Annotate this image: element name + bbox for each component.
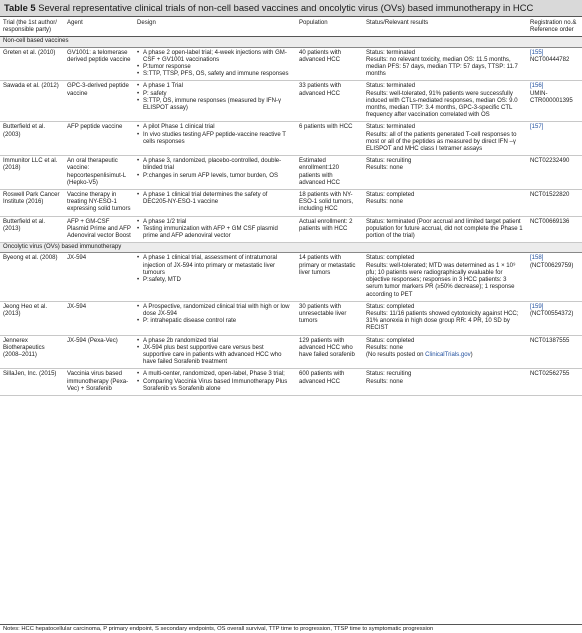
section-title: Oncolytic virus (OVs) based immunotherapy (0, 243, 582, 253)
results-text: Results: none (366, 344, 403, 351)
results-text: Results: no relevant toxicity, median OS: 11.5 months, median PFS: 57 days, median TTP: 57 days, TTSP: 11.7 months (366, 56, 518, 78)
registration-cell (527, 216, 582, 243)
design-list (137, 124, 293, 146)
design-item: • A phase 1 clinical trial determines the safety of DEC205-NY-ESO-1 vaccine (137, 192, 293, 206)
clinical-trials-table (0, 16, 582, 396)
trial-cell: Immunitor LLC et al. (2018) (0, 156, 64, 190)
table-footnote: Notes: HCC hepatocellular carcinoma, P primary endpoint, S secondary endpoints, OS overall survival, TTP time to progression, TTSP time to symptomatic progression (0, 624, 582, 633)
registration-cell (527, 122, 582, 156)
registration-number: (NCT00629759) (530, 262, 574, 269)
column-header-trial: Trial (the 1st author/ responsible party) (0, 17, 64, 37)
design-cell (134, 301, 296, 335)
table-row (0, 335, 582, 369)
status-cell (363, 369, 527, 396)
reference-link[interactable]: [156] (530, 83, 544, 90)
registration-cell (527, 369, 582, 396)
design-item: • A phase 1/2 trial (137, 219, 293, 226)
status-text: Status: terminated (Poor accrual and limited target patient population for future accrual, did not complete the Phase 1 portion of the trial) (366, 218, 523, 240)
trial-cell: Byeong et al. (2008) (0, 253, 64, 301)
design-item: • A Prospective, randomized clinical trial with high or low dose JX-594 (137, 304, 293, 318)
registration-cell (527, 81, 582, 122)
reference-link[interactable]: [157] (530, 124, 544, 131)
population-cell: 33 patients with advanced HCC (296, 81, 363, 122)
registration-number: NCT00444782 (530, 56, 570, 63)
status-cell (363, 216, 527, 243)
design-cell (134, 156, 296, 190)
registration-cell (527, 156, 582, 190)
registration-number: NCT02232490 (530, 158, 570, 165)
status-text: Status: completed (366, 255, 415, 262)
results-text: Results: all of the patients generated T-cell responses to most or all of the peptides as measured by direct IFN –γ ELISPOT and MHC class I tetramer assays (366, 131, 517, 153)
population-cell: 18 patients with NY-ESO-1 solid tumors, including HCC (296, 190, 363, 217)
design-list (137, 192, 293, 206)
agent-cell: AFP peptide vaccine (64, 122, 134, 156)
status-text: Status: completed (366, 337, 415, 344)
design-list (137, 158, 293, 180)
registration-number: NCT01522820 (530, 192, 570, 199)
results-note-suffix: ) (470, 351, 473, 358)
agent-cell: Vaccinia virus based immunotherapy (Pexa-Vec) + Sorafenib (64, 369, 134, 396)
design-cell (134, 47, 296, 81)
design-item: • P:tumor response (137, 64, 293, 71)
reference-link[interactable]: [155] (530, 49, 544, 56)
agent-cell: JX-594 (64, 301, 134, 335)
trial-cell: Jennerex Biotherapeutics (2008–2011) (0, 335, 64, 369)
agent-cell: GPC-3-derived peptide vaccine (64, 81, 134, 122)
status-cell (363, 301, 527, 335)
registration-number: NCT00669136 (530, 218, 570, 225)
population-cell: 30 patients with unresectable liver tumors (296, 301, 363, 335)
design-item: • A phase 1 Trial (137, 83, 293, 90)
registration-number: (NCT00554372) (530, 310, 574, 317)
population-cell: 600 patients with advanced HCC (296, 369, 363, 396)
design-list (137, 255, 293, 284)
design-item: • In vivo studies testing AFP peptide-vaccine reactive T cells responses (137, 132, 293, 146)
section-title: Non-cell based vaccines (0, 37, 582, 47)
status-cell (363, 156, 527, 190)
table-row (0, 301, 582, 335)
status-text: Status: recruiting (366, 371, 412, 378)
status-cell (363, 47, 527, 81)
agent-cell: JX-594 (64, 253, 134, 301)
table-header-row (0, 17, 582, 37)
design-item: • P: intrahepatic disease control rate (137, 318, 293, 325)
design-item: • A phase 2 open-label trial; 4-week injections with GM-CSF + GV1001 vaccinations (137, 50, 293, 64)
design-item: • A phase 3, randomized, placebo-controlled, double-blinded trial (137, 158, 293, 172)
status-text: Status: completed (366, 303, 415, 310)
status-text: Status: recruiting (366, 158, 412, 165)
status-cell (363, 253, 527, 301)
registration-cell (527, 335, 582, 369)
design-list (137, 50, 293, 79)
registration-cell (527, 253, 582, 301)
column-header-status: Status/Relevant results (363, 17, 527, 37)
population-cell: 6 patients with HCC (296, 122, 363, 156)
design-cell (134, 81, 296, 122)
design-item: • A phase 2b randomized trial (137, 338, 293, 345)
design-item: • A phase 1 clinical trial, assessment of intratumoral injection of JX-594 into primary or metastatic liver tumours (137, 255, 293, 277)
section-header-row (0, 243, 582, 253)
table-body (0, 37, 582, 396)
design-list (137, 219, 293, 241)
registration-cell (527, 190, 582, 217)
agent-cell: Vaccine therapy in treating NY-ESO-1 expressing solid tumors (64, 190, 134, 217)
table-title (0, 0, 582, 16)
registration-number: UMIN-CTR000001395 (530, 90, 573, 104)
population-cell: 40 patients with advanced HCC (296, 47, 363, 81)
results-text: Results: well-tolerated; MTD was determined as 1 × 10⁹ pfu; 10 patients were radiographically evaluable for objective responses; responses in 3 HCC patients: 3 serum tumor markers PR (≥50% decrease); 1 response according to PET (366, 262, 516, 298)
column-header-registration: Registration no.& Reference order (527, 17, 582, 37)
results-text: Results: well-tolerated, 91% patients were successfully induced with CTLs-mediated responses, median OS: 9.0 months, median TTP: 3.4 months, GPC-3-specific CTL frequency after vaccination correlated with OS (366, 90, 518, 119)
design-item: • JX-594 plus best supportive care versus best supportive care in patients with advanced HCC who have failed Sorafenib treatment (137, 345, 293, 367)
design-item: • P: safety (137, 91, 293, 98)
design-list (137, 338, 293, 367)
table-number: Table 5 (4, 2, 36, 13)
status-cell (363, 122, 527, 156)
status-text: Status: terminated (366, 83, 416, 90)
results-text: Results: none (366, 199, 403, 206)
status-text: Status: terminated (366, 49, 416, 56)
table-row (0, 156, 582, 190)
registration-number: NCT02562755 (530, 371, 570, 378)
design-cell (134, 216, 296, 243)
trial-cell: Butterfield et al. (2013) (0, 216, 64, 243)
trial-cell: Roswell Park Cancer Institute (2016) (0, 190, 64, 217)
table-caption: Several representative clinical trials of non-cell based vaccines and oncolytic virus (OVs) based immunotherapy in HCC (38, 2, 534, 13)
results-text: Results: none (366, 378, 403, 385)
population-cell: 129 patients with advanced HCC who have failed sorafenib (296, 335, 363, 369)
column-header-population: Population (296, 17, 363, 37)
design-item: • P:safety, MTD (137, 277, 293, 284)
reference-link[interactable]: [159] (530, 303, 544, 310)
design-cell (134, 190, 296, 217)
design-list (137, 371, 293, 393)
design-item: • P:changes in serum AFP levels, tumor burden, OS (137, 173, 293, 180)
design-cell (134, 122, 296, 156)
design-item: • A multi-center, randomized, open-label, Phase 3 trial; (137, 371, 293, 378)
agent-cell: An oral therapeutic vaccine: hepcortespenlisimut-L (Hepko-V5) (64, 156, 134, 190)
table-row (0, 122, 582, 156)
trial-cell: Butterfield et al. (2003) (0, 122, 64, 156)
agent-cell: JX-594 (Pexa-Vec) (64, 335, 134, 369)
status-cell (363, 190, 527, 217)
clinicaltrials-link[interactable]: ClinicalTrials.gov (425, 351, 471, 358)
section-header-row (0, 37, 582, 47)
design-list (137, 83, 293, 112)
design-list (137, 304, 293, 326)
agent-cell: AFP + GM-CSF Plasmid Prime and AFP Adenoviral vector Boost (64, 216, 134, 243)
status-cell (363, 81, 527, 122)
table-row (0, 190, 582, 217)
results-note (366, 352, 524, 359)
design-item: • Testing immunization with AFP + GM CSF plasmid prime and AFP adenoviral vector (137, 226, 293, 240)
table-row (0, 369, 582, 396)
population-cell: 14 patients with primary or metastatic liver tumors (296, 253, 363, 301)
status-cell (363, 335, 527, 369)
design-item: • A pilot Phase 1 clinical trial (137, 124, 293, 131)
design-item: • Comparing Vaccinia Virus based Immunotherapy Plus Sorafenib vs Sorafenib alone (137, 379, 293, 393)
results-text: Results: none (366, 165, 403, 172)
design-cell (134, 253, 296, 301)
population-cell: Estimated enrollment:120 patients with advanced HCC (296, 156, 363, 190)
reference-link[interactable]: [158] (530, 255, 544, 262)
design-cell (134, 335, 296, 369)
table-row (0, 253, 582, 301)
design-item: • S:TTP, TTSP, PFS, OS, safety and immune responses (137, 71, 293, 78)
results-text: Results: 11/16 patients showed cytotoxicity against HCC; 31% anorexia in high dose group RR: 4 PR, 10 SD by RECIST (366, 310, 519, 332)
column-header-agent: Agent (64, 17, 134, 37)
design-item: • S:TTP, OS, immune responses (measured by IFN-γ ELISPOT assay) (137, 98, 293, 112)
table-row (0, 47, 582, 81)
agent-cell: GV1001: a telomerase derived peptide vaccine (64, 47, 134, 81)
registration-cell (527, 301, 582, 335)
registration-cell (527, 47, 582, 81)
trial-cell: Jeong Heo et al. (2013) (0, 301, 64, 335)
design-cell (134, 369, 296, 396)
status-text: Status: completed (366, 192, 415, 199)
population-cell: Actual enrollment: 2 patients with HCC (296, 216, 363, 243)
trial-cell: Greten et al. (2010) (0, 47, 64, 81)
status-text: Status: terminated (366, 124, 416, 131)
results-note-prefix: (No results posted on (366, 351, 426, 358)
column-header-design: Design (134, 17, 296, 37)
registration-number: NCT01387555 (530, 337, 570, 344)
trial-cell: SillaJen, Inc. (2015) (0, 369, 64, 396)
trial-cell: Sawada et al. (2012) (0, 81, 64, 122)
table-row (0, 216, 582, 243)
table-row (0, 81, 582, 122)
